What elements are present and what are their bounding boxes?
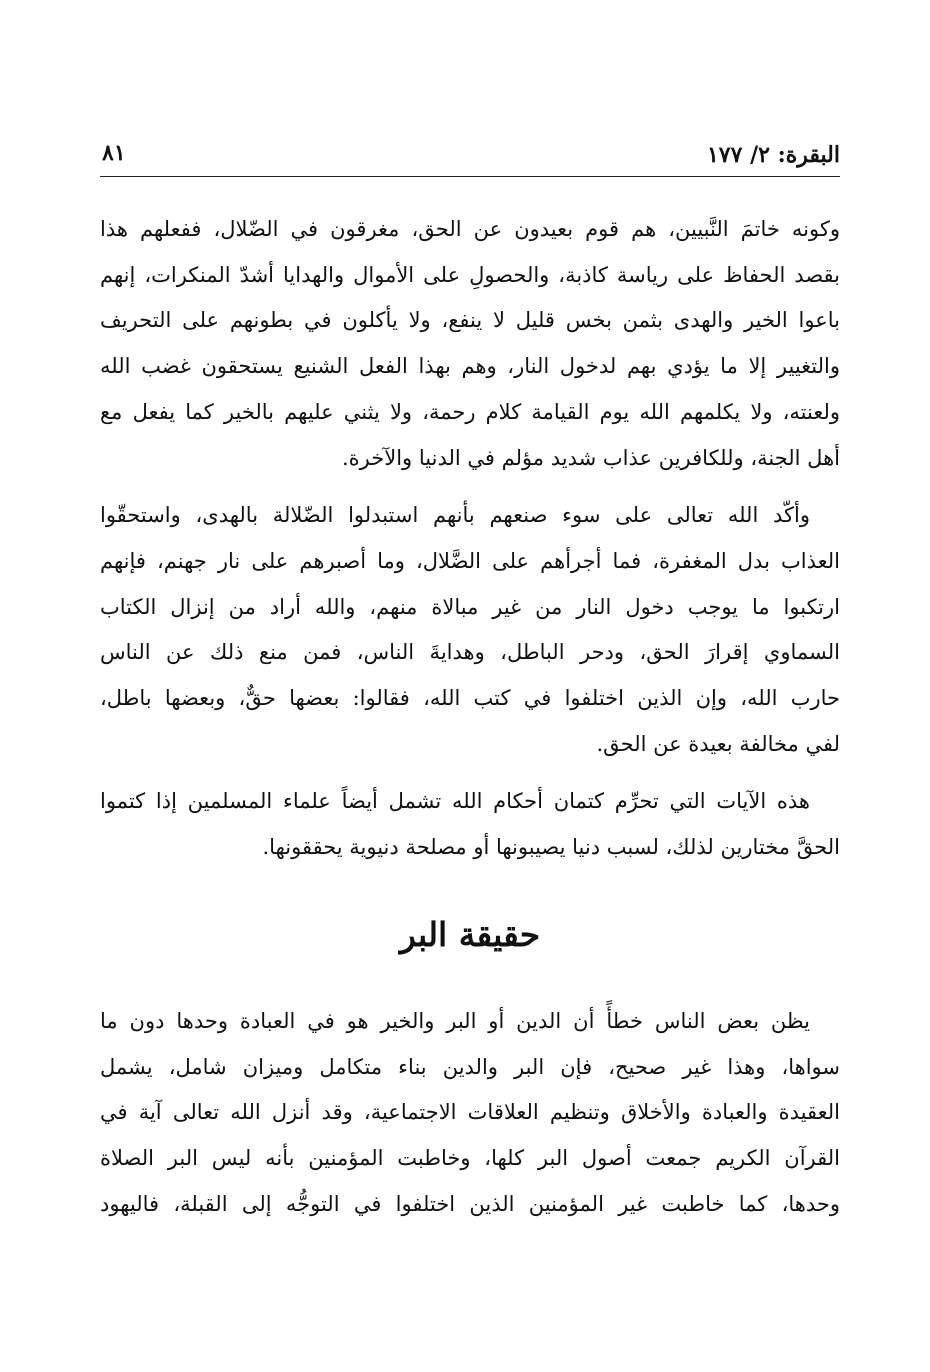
paragraph-1 bbox=[100, 207, 840, 481]
text-line: لفي مخالفة بعيدة عن الحق. bbox=[596, 731, 840, 756]
text-line: والتغيير إلا ما يؤدي بهم لدخول النار، وهم بهذا الفعل الشنيع يستحقون غضب الله bbox=[100, 354, 840, 379]
text-line: ارتكبوا ما يوجب دخول النار من غير مبالاة منهم، والله أراد من إنزال الكتاب bbox=[100, 594, 840, 619]
text-line: السماوي إقرارَ الحق، ودحر الباطل، وهدايةَ الناس، فمن منع ذلك عن الناس bbox=[100, 640, 840, 665]
text-line: سواها، وهذا غير صحيح، فإن البر والدين بناء متكامل وميزان شامل، يشمل bbox=[100, 1054, 840, 1079]
paragraph-3 bbox=[100, 779, 840, 870]
running-title: البقرة: ٢/ ١٧٧ bbox=[706, 142, 840, 168]
text-line: العقيدة والعبادة والأخلاق وتنظيم العلاقات الاجتماعية، وقد أنزل الله تعالى آية في bbox=[100, 1100, 840, 1125]
page-number: ٨١ bbox=[102, 140, 126, 166]
text-line: هذه الآيات التي تحرِّم كتمان أحكام الله تشمل أيضاً علماء المسلمين إذا كتموا bbox=[100, 789, 810, 814]
text-line: يظن بعض الناس خطأً أن الدين أو البر والخير هو في العبادة وحدها دون ما bbox=[100, 1008, 810, 1033]
page-header bbox=[100, 138, 840, 177]
text-line: حارب الله، وإن الذين اختلفوا في كتب الله، فقالوا: بعضها حقٌّ، وبعضها باطل، bbox=[100, 686, 840, 711]
text-line: العذاب بدل المغفرة، فما أجرأهم على الضَّلال، وما أصبرهم على نار جهنم، فإنهم bbox=[100, 548, 840, 573]
text-line: أهل الجنة، وللكافرين عذاب شديد مؤلم في الدنيا والآخرة. bbox=[341, 445, 840, 470]
text-line: القرآن الكريم جمعت أصول البر كلها، وخاطبت المؤمنين بأنه ليس البر الصلاة bbox=[100, 1145, 840, 1170]
text-line: باعوا الخير والهدى بثمن بخس قليل لا ينفع، ولا يأكلون في بطونهم على التحريف bbox=[100, 308, 840, 333]
paragraph-2 bbox=[100, 493, 840, 767]
text-line: الحقَّ مختارين لذلك، لسبب دنيا يصيبونها أو مصلحة دنيوية يحققونها. bbox=[262, 835, 840, 860]
paragraph-4 bbox=[100, 999, 840, 1228]
section-heading: حقيقة البر bbox=[399, 914, 541, 954]
text-line: ولعنته، ولا يكلمهم الله يوم القيامة كلام رحمة، ولا يثني عليهم بالخير كما يفعل مع bbox=[100, 399, 840, 424]
page-body bbox=[100, 207, 840, 1227]
text-line: وأكّد الله تعالى على سوء صنعهم بأنهم استبدلوا الضّلالة بالهدى، واستحقّوا bbox=[100, 503, 810, 528]
text-line: بقصد الحفاظ على رياسة كاذبة، والحصولِ على الأموال والهدايا أشدّ المنكرات، إنهم bbox=[100, 262, 840, 287]
text-line: وكونه خاتمَ النَّبيين، هم قوم بعيدون عن الحق، مغرقون في الضّلال، ففعلهم هذا bbox=[100, 217, 840, 241]
text-line: وحدها، كما خاطبت غير المؤمنين الذين اختلفوا في التوجُّه إلى القبلة، فاليهود bbox=[100, 1191, 840, 1216]
